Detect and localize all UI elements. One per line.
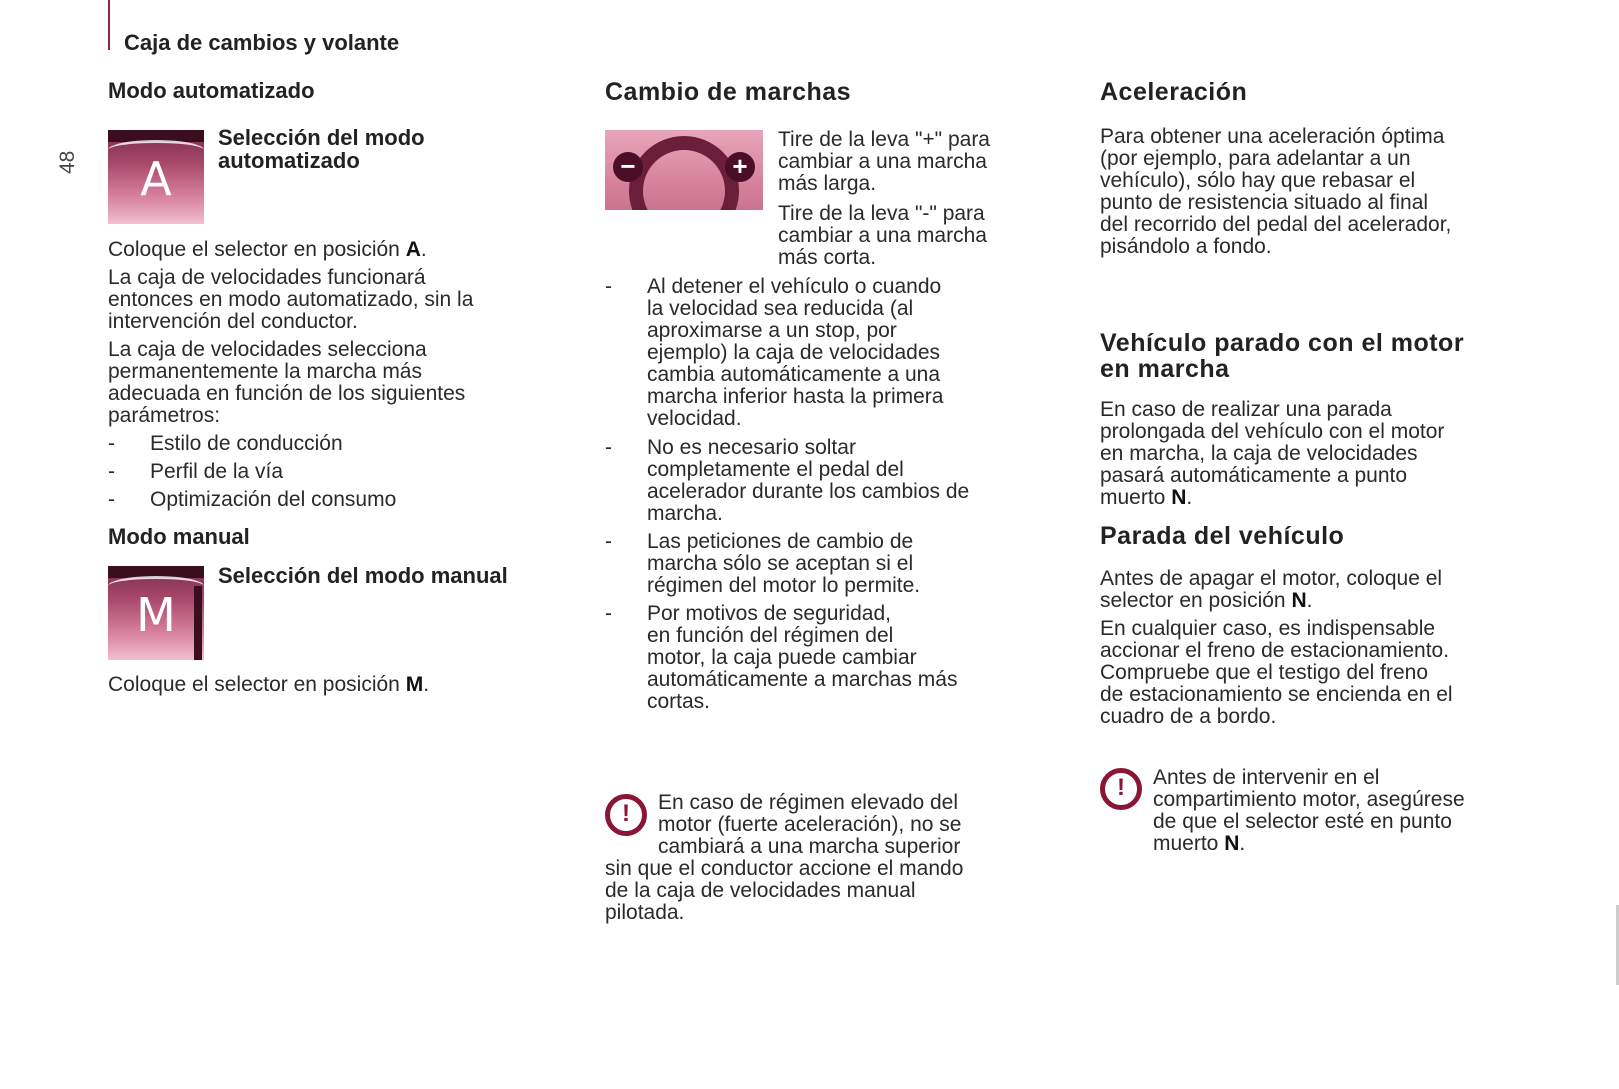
acceleration-heading: Aceleración <box>1100 78 1248 106</box>
minus-paddle-icon: − <box>613 152 643 182</box>
page-number: 48 <box>56 150 79 174</box>
list-item: - Las peticiones de cambio de marcha sólo se aceptan si el régimen del motor lo permite. <box>605 530 921 597</box>
stopped-engine-heading: Vehículo parado con el motor en marcha <box>1100 329 1465 383</box>
list-item: - Optimización del consumo <box>108 488 397 511</box>
gear-change-heading: Cambio de marchas <box>605 78 852 106</box>
manual-instruction: Coloque el selector en posición M. <box>108 673 430 696</box>
plus-paddle-icon: + <box>725 152 755 182</box>
list-item: - Al detener el vehículo o cuando la velocidad sea reducida (al aproximarse a un stop, por ejemplo) la caja de velocidades cambia automáticamente a una marcha inferior hasta la primera velocidad. <box>605 275 944 430</box>
vehicle-stop-paragraph-2: En cualquier caso, es indispensable accionar el freno de estacionamiento. Compruebe que el testigo del freno de estacionamiento se encienda en el cuadro de a bordo. <box>1100 617 1453 728</box>
manual-selector-icon <box>108 566 204 660</box>
stopped-engine-paragraph: En caso de realizar una parada prolongada del vehículo con el motor en marcha, la caja de velocidades pasará automáticamente a punto muerto N. <box>1100 398 1445 509</box>
minus-paddle-text: Tire de la leva "-" para cambiar a una marcha más corta. <box>778 202 987 269</box>
acceleration-paragraph: Para obtener una aceleración óptima (por ejemplo, para adelantar a un vehículo), sólo hay que rebasar el punto de resistencia situado al final del recorrido del pedal del acelerador, pisándolo a fondo. <box>1100 125 1452 258</box>
plus-paddle-text: Tire de la leva "+" para cambiar a una marcha más larga. <box>778 128 990 195</box>
auto-selection-title: Selección del modo automatizado <box>218 125 425 173</box>
warning-icon: ! <box>1100 768 1142 810</box>
vehicle-stop-paragraph-1: Antes de apagar el motor, coloque el selector en posición N. <box>1100 567 1443 612</box>
auto-selector-icon <box>108 130 204 224</box>
list-item: - No es necesario soltar completamente el pedal del acelerador durante los cambios de marcha. <box>605 436 970 525</box>
auto-paragraph-2: La caja de velocidades selecciona permanentemente la marcha más adecuada en función de los siguientes parámetros: <box>108 338 466 427</box>
list-item: - Perfil de la vía <box>108 460 284 483</box>
warning-icon: ! <box>605 794 647 836</box>
auto-instruction: Coloque el selector en posición A. <box>108 238 427 261</box>
auto-mode-heading: Modo automatizado <box>108 78 315 103</box>
auto-selector-letter: A <box>140 152 172 206</box>
manual-mode-heading: Modo manual <box>108 524 250 549</box>
warning-text-indented: En caso de régimen elevado del motor (fuerte aceleración), no se cambiará a una marcha superior <box>658 791 962 858</box>
engine-compartment-warning: Antes de intervenir en el compartimiento motor, asegúrese de que el selector esté en punto muerto N. <box>1153 766 1465 855</box>
list-item: - Estilo de conducción <box>108 432 343 455</box>
auto-paragraph-1: La caja de velocidades funcionará entonces en modo automatizado, sin la intervención del conductor. <box>108 266 474 333</box>
vehicle-stop-heading: Parada del vehículo <box>1100 522 1345 550</box>
list-item: - Por motivos de seguridad, en función del régimen del motor, la caja puede cambiar automáticamente a marchas más cortas. <box>605 602 958 713</box>
steering-wheel-icon <box>605 130 763 210</box>
manual-selector-letter: M <box>136 588 176 642</box>
manual-selection-title: Selección del modo manual <box>218 563 508 588</box>
warning-text-full: sin que el conductor accione el mando de la caja de velocidades manual pilotada. <box>605 857 964 924</box>
page-header-rule <box>108 0 110 50</box>
section-title: Caja de cambios y volante <box>124 30 400 55</box>
